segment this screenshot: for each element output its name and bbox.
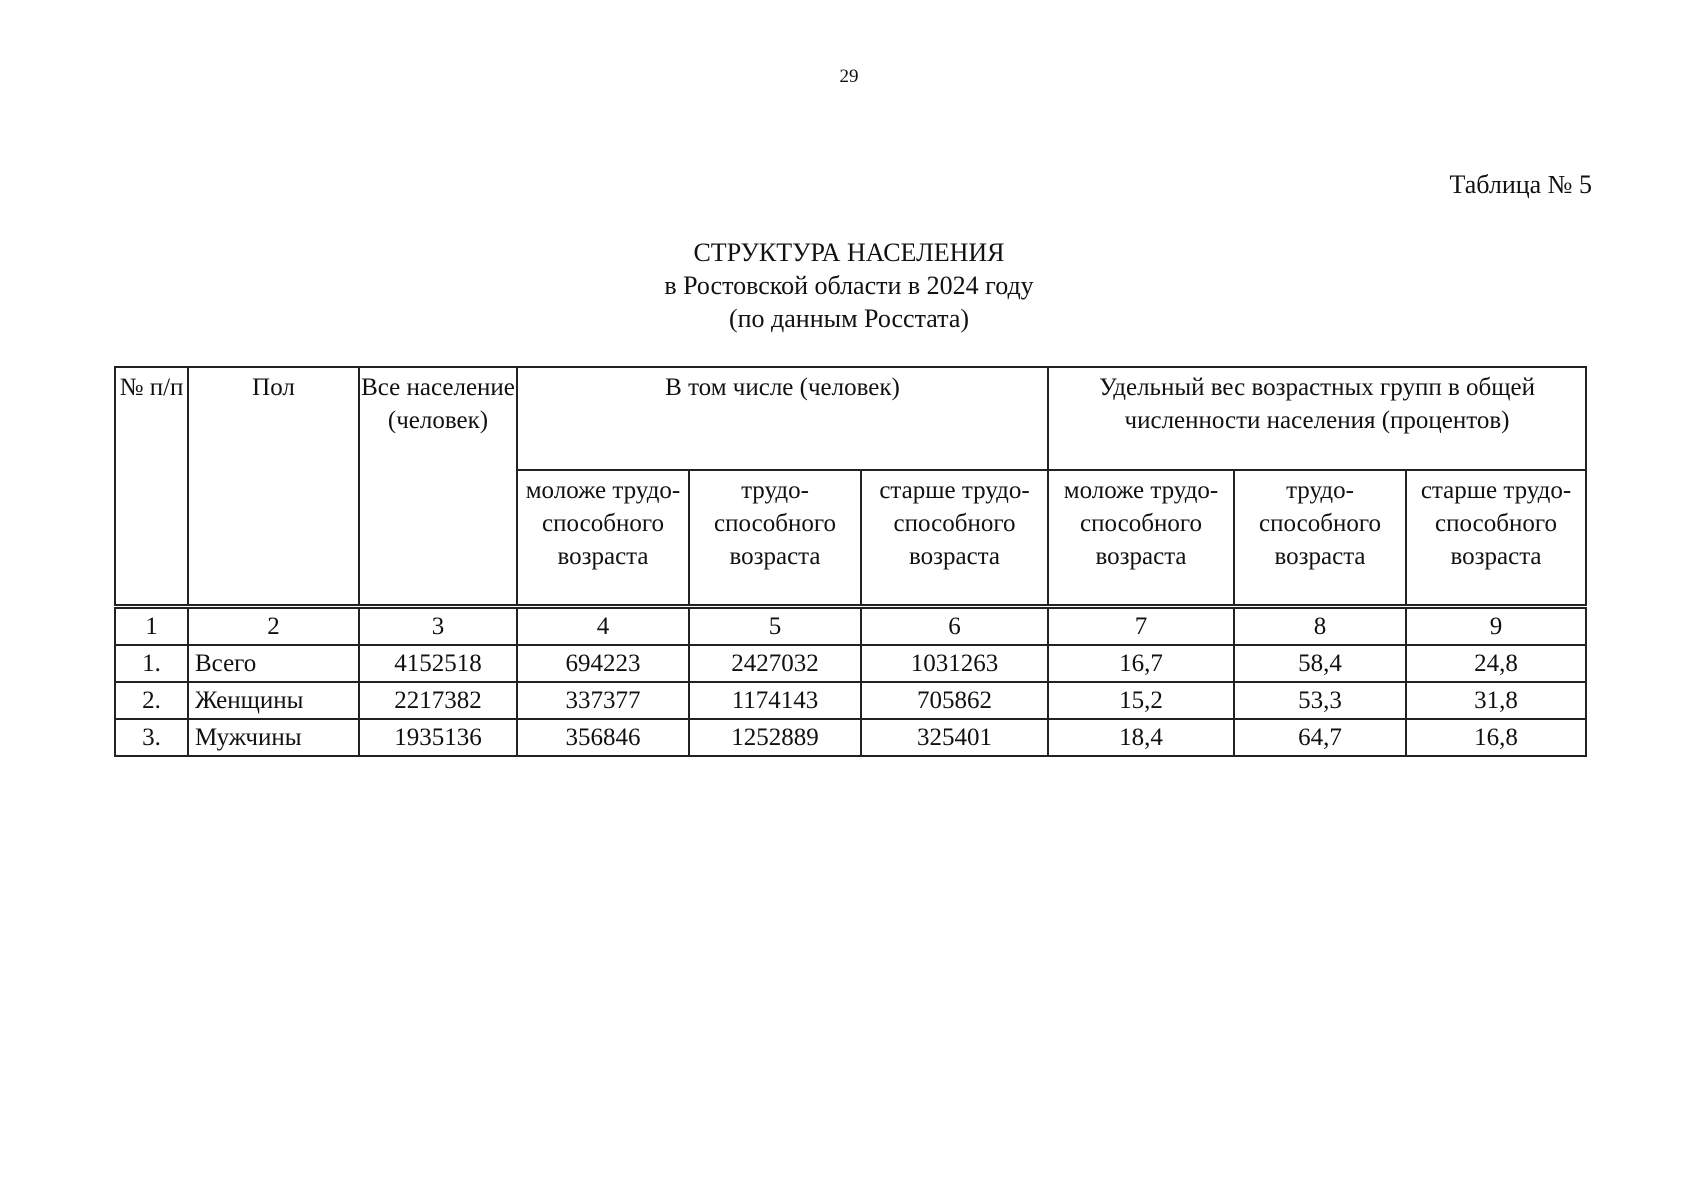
title-line-2: в Ростовской области в 2024 году bbox=[664, 271, 1034, 300]
title-line-1: СТРУКТУРА НАСЕЛЕНИЯ bbox=[693, 238, 1005, 267]
row-old-pct: 16,8 bbox=[1406, 719, 1586, 756]
row-old-pct: 24,8 bbox=[1406, 645, 1586, 682]
row-working: 1174143 bbox=[689, 682, 861, 719]
row-old: 325401 bbox=[861, 719, 1048, 756]
table-row bbox=[115, 645, 1586, 682]
row-sex: Женщины bbox=[188, 682, 359, 719]
row-number: 1. bbox=[115, 645, 188, 682]
row-total: 2217382 bbox=[359, 682, 517, 719]
row-old: 1031263 bbox=[861, 645, 1048, 682]
column-number: 9 bbox=[1406, 607, 1586, 646]
row-young-pct: 15,2 bbox=[1048, 682, 1234, 719]
header-group-count: В том числе (человек) bbox=[517, 367, 1048, 470]
row-working-pct: 53,3 bbox=[1234, 682, 1406, 719]
title-line-3: (по данным Росстата) bbox=[728, 304, 970, 333]
row-number: 2. bbox=[115, 682, 188, 719]
column-number: 1 bbox=[115, 607, 188, 646]
row-total: 1935136 bbox=[359, 719, 517, 756]
header-group-share: Удельный вес возрастных групп в общей численности населения (процентов) bbox=[1048, 367, 1586, 470]
table-label: Таблица № 5 bbox=[1449, 170, 1592, 199]
column-number: 4 bbox=[517, 607, 689, 646]
column-number: 5 bbox=[689, 607, 861, 646]
row-working-pct: 64,7 bbox=[1234, 719, 1406, 756]
header-sex: Пол bbox=[188, 367, 359, 607]
header-old-share: старше трудо-способного возраста bbox=[1406, 470, 1586, 607]
header-working-count: трудо-способного возраста bbox=[689, 470, 861, 607]
row-young: 356846 bbox=[517, 719, 689, 756]
column-number: 7 bbox=[1048, 607, 1234, 646]
column-number: 2 bbox=[188, 607, 359, 646]
row-working-pct: 58,4 bbox=[1234, 645, 1406, 682]
row-total: 4152518 bbox=[359, 645, 517, 682]
table-row bbox=[115, 682, 1586, 719]
header-young-share: моложе трудо-способного возраста bbox=[1048, 470, 1234, 607]
column-number: 3 bbox=[359, 607, 517, 646]
population-structure-table bbox=[114, 366, 1587, 757]
row-old: 705862 bbox=[861, 682, 1048, 719]
table-row bbox=[115, 719, 1586, 756]
header-total-population: Все население (человек) bbox=[359, 367, 517, 607]
row-young: 337377 bbox=[517, 682, 689, 719]
column-number: 8 bbox=[1234, 607, 1406, 646]
row-sex: Всего bbox=[188, 645, 359, 682]
document-title bbox=[0, 236, 1698, 335]
column-number: 6 bbox=[861, 607, 1048, 646]
row-young: 694223 bbox=[517, 645, 689, 682]
row-young-pct: 18,4 bbox=[1048, 719, 1234, 756]
row-young-pct: 16,7 bbox=[1048, 645, 1234, 682]
column-numbers-row bbox=[115, 607, 1586, 646]
header-old-count: старше трудо-способного возраста bbox=[861, 470, 1048, 607]
header-working-share: трудо-способного возраста bbox=[1234, 470, 1406, 607]
row-working: 2427032 bbox=[689, 645, 861, 682]
row-working: 1252889 bbox=[689, 719, 861, 756]
row-number: 3. bbox=[115, 719, 188, 756]
row-sex: Мужчины bbox=[188, 719, 359, 756]
page-number: 29 bbox=[839, 66, 859, 87]
header-number: № п/п bbox=[115, 367, 188, 607]
header-young-count: моложе трудо-способного возраста bbox=[517, 470, 689, 607]
row-old-pct: 31,8 bbox=[1406, 682, 1586, 719]
